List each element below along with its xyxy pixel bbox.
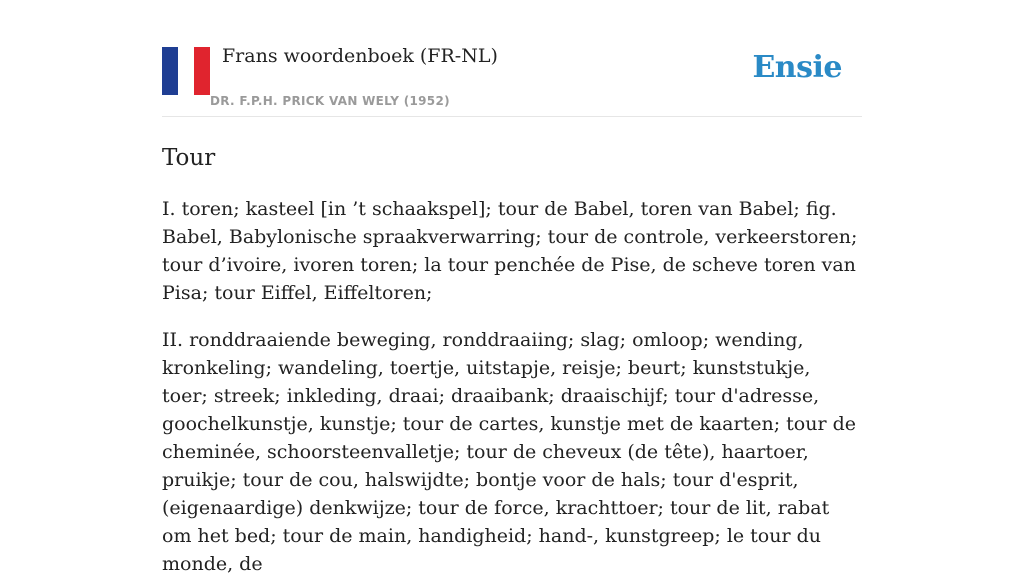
dictionary-title[interactable]: Frans woordenboek (FR-NL): [222, 45, 498, 67]
dictionary-page: [162, 0, 862, 575]
ensie-logo[interactable]: Ensie: [752, 50, 842, 85]
dictionary-header: [162, 0, 862, 117]
france-flag-icon: [162, 47, 210, 95]
entry-word: Tour: [162, 145, 216, 171]
definition-1: I. toren; kasteel [in ’t schaakspel]; tour de Babel, toren van Babel; fig. Babel, Babylonische spraakverwarring; tour de controle, verkeerstoren; tour d’ivoire, ivoren toren; la tour penchée de Pise, de scheve toren van Pisa; tour Eiffel, Eiffeltoren;: [162, 198, 858, 304]
definition-2: II. ronddraaiende beweging, ronddraaiing; slag; omloop; wending, kronkeling; wandeling, toertje, uitstapje, reisje; beurt; kunststukje, toer; streek; inkleding, draai; draaibank; draaischijf; tour d'adresse, goochelkunstje, kunstje; tour de cartes, kunstje met de kaarten; tour de cheminée, schoorsteenvalletje; tour de cheveux (de tête), haartoer, pruikje; tour de cou, halswijdte; bontje voor de hals; tour d'esprit, (eigenaardige) denkwijze; tour de force, krachttoer; tour de lit, rabat om het bed; tour de main, handigheid; hand-, kunstgreep; le tour du monde, de: [162, 329, 856, 575]
dictionary-author: DR. F.P.H. PRICK VAN WELY (1952): [210, 94, 450, 108]
